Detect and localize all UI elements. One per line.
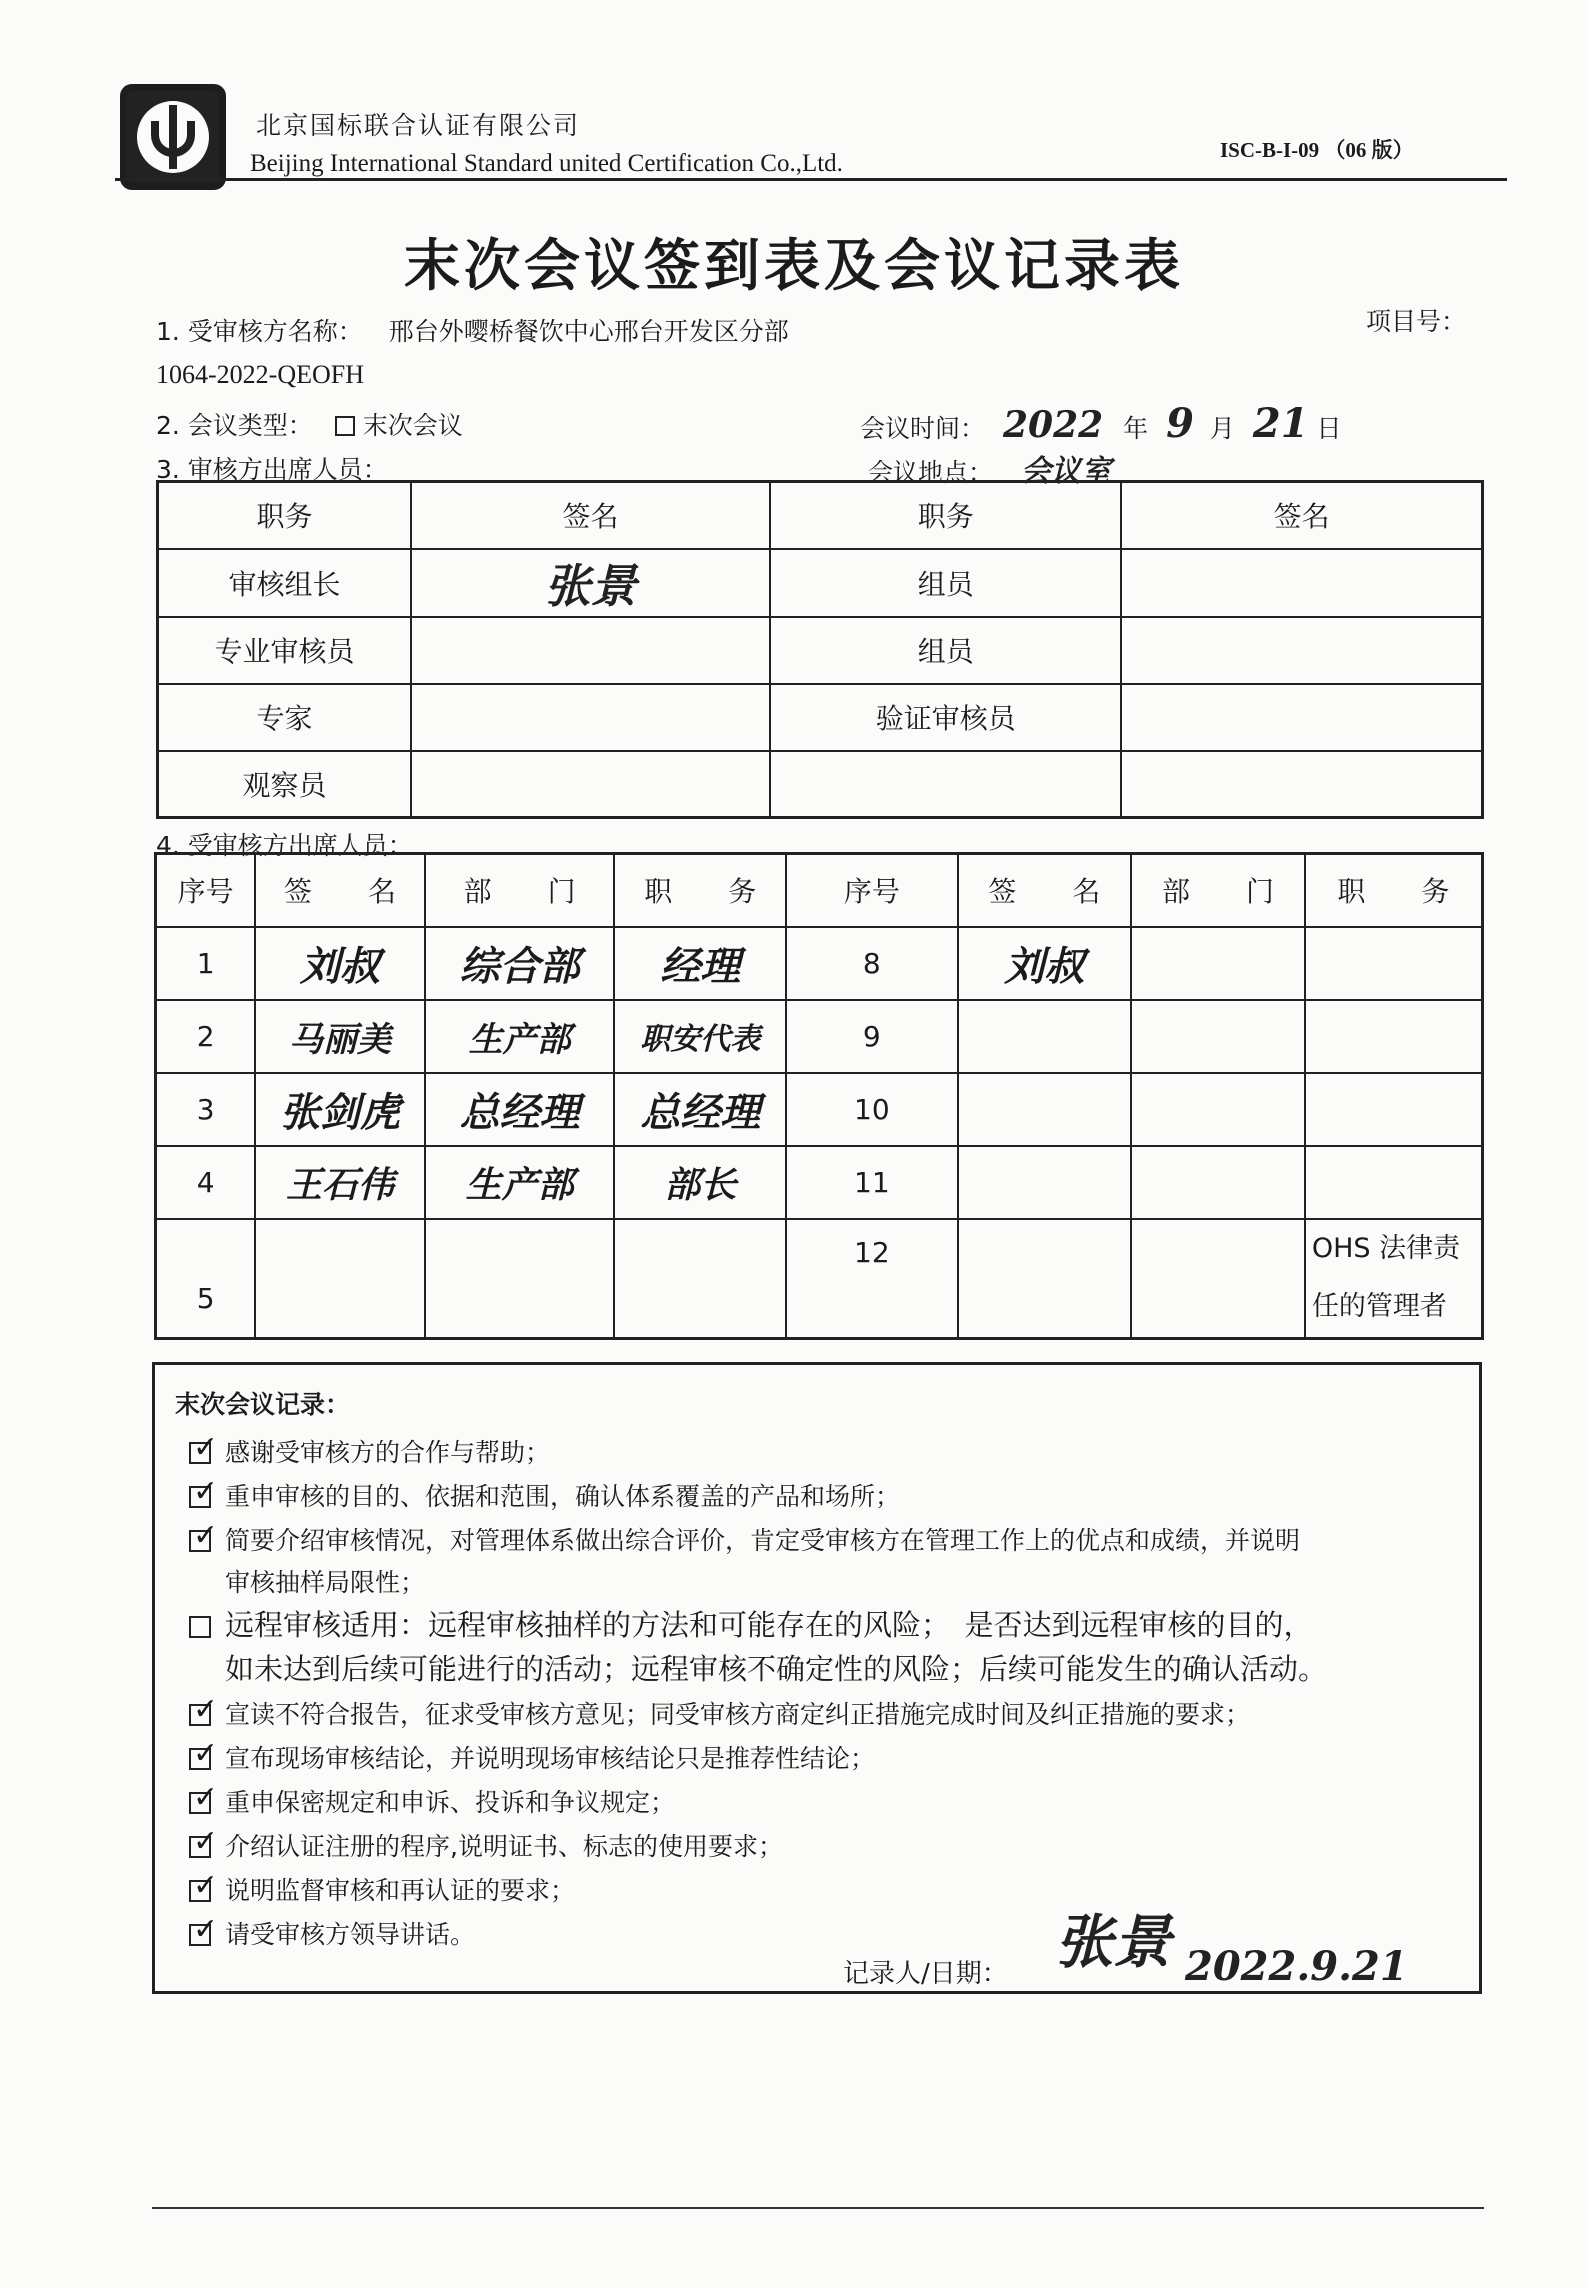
header-no: 序号 xyxy=(786,854,957,927)
header-position: 职 务 xyxy=(614,854,786,927)
auditor-attendance-table xyxy=(156,480,1484,819)
signature-cell[interactable] xyxy=(958,1219,1132,1339)
signature-cell[interactable] xyxy=(1121,549,1482,617)
header-role: 职务 xyxy=(158,482,411,549)
project-label: 项目号： xyxy=(1366,307,1467,336)
meeting-day: 21 xyxy=(1252,400,1309,447)
header-position: 职 务 xyxy=(1305,854,1483,927)
position-cell[interactable] xyxy=(1305,1073,1483,1146)
position-cell[interactable]: OHS 法律责任的管理者 xyxy=(1305,1219,1483,1339)
table-row xyxy=(156,927,1483,1000)
row-number: 10 xyxy=(786,1073,957,1146)
signature-cell[interactable]: 张剑虎 xyxy=(255,1073,425,1146)
signature-cell[interactable] xyxy=(1121,617,1482,684)
check-box[interactable] xyxy=(189,1924,211,1946)
signature-cell[interactable] xyxy=(1121,684,1482,751)
meeting-type-line xyxy=(156,406,463,442)
department-cell[interactable]: 综合部 xyxy=(425,927,615,1000)
row-number: 12 xyxy=(786,1219,957,1339)
check-box[interactable] xyxy=(189,1486,211,1508)
auditee-attendees-label: 4. 受审核方出席人员： xyxy=(156,831,413,860)
position-cell[interactable]: 总经理 xyxy=(614,1073,786,1146)
recorder-signature: 张景 xyxy=(1055,1908,1172,1976)
signature-cell[interactable]: 马丽美 xyxy=(255,1000,425,1073)
record-item-text: 介绍认证注册的程序,说明证书、标志的使用要求； xyxy=(225,1832,783,1861)
day-unit: 日 xyxy=(1316,414,1342,443)
department-cell[interactable]: 总经理 xyxy=(425,1073,615,1146)
record-item-text: 宣布现场审核结论，并说明现场审核结论只是推荐性结论； xyxy=(225,1744,876,1773)
auditee-name: 邢台外嘤桥餐饮中心邢台开发区分部 xyxy=(388,317,789,346)
role-cell: 专业审核员 xyxy=(158,617,411,684)
signature-cell[interactable]: 王石伟 xyxy=(255,1146,425,1219)
meeting-place-label: 会议地点： xyxy=(868,458,994,487)
record-item-text: 简要介绍审核情况，对管理体系做出综合评价，肯定受审核方在管理工作上的优点和成绩，并说明 xyxy=(225,1526,1301,1555)
page-title: 末次会议签到表及会议记录表 xyxy=(404,234,1184,299)
meeting-time-label: 会议时间： xyxy=(860,414,986,443)
record-item xyxy=(189,1915,475,1951)
row-number: 5 xyxy=(156,1219,256,1339)
department-cell[interactable]: 生产部 xyxy=(425,1000,615,1073)
table-row xyxy=(156,1219,1483,1339)
signature-cell[interactable]: 刘叔 xyxy=(255,927,425,1000)
table-row xyxy=(158,617,1483,684)
record-item-text: 请受审核方领导讲话。 xyxy=(225,1920,476,1949)
recorder-date: 2022.9.21 xyxy=(1185,1943,1408,1990)
signature-cell[interactable] xyxy=(411,684,770,751)
check-box[interactable] xyxy=(189,1880,211,1902)
auditee-attendance-table xyxy=(154,852,1484,1340)
table-row xyxy=(156,1146,1483,1219)
role-cell: 专家 xyxy=(158,684,411,751)
meeting-month: 9 xyxy=(1166,400,1194,447)
table-row xyxy=(158,751,1483,818)
header-signature: 签 名 xyxy=(958,854,1132,927)
record-item-continuation: 如未达到后续可能进行的活动；远程审核不确定性的风险；后续可能发生的确认活动。 xyxy=(225,1652,1328,1686)
meeting-time-line xyxy=(860,400,1342,447)
row-number: 1 xyxy=(156,927,256,1000)
company-name-cn: 北京国标联合认证有限公司 xyxy=(256,111,581,140)
form-code: ISC-B-I-09 （06 版） xyxy=(1220,138,1414,162)
role-cell: 验证审核员 xyxy=(770,684,1121,751)
year-unit: 年 xyxy=(1123,414,1149,443)
signature-cell[interactable]: 刘叔 xyxy=(958,927,1132,1000)
position-cell[interactable] xyxy=(1305,1000,1483,1073)
position-cell[interactable] xyxy=(1305,1146,1483,1219)
record-item-text: 重申审核的目的、依据和范围，确认体系覆盖的产品和场所； xyxy=(225,1482,901,1511)
signature-cell[interactable] xyxy=(255,1219,425,1339)
meeting-type-value: 末次会议 xyxy=(362,411,463,440)
header-divider xyxy=(115,178,1507,181)
auditee-line xyxy=(156,312,789,348)
position-cell[interactable]: 职安代表 xyxy=(614,1000,786,1073)
check-box[interactable] xyxy=(189,1704,211,1726)
position-cell[interactable] xyxy=(614,1219,786,1339)
record-item xyxy=(189,1871,575,1907)
record-title: 末次会议记录： xyxy=(175,1390,351,1419)
record-item-continuation: 审核抽样局限性； xyxy=(225,1568,426,1597)
check-box[interactable] xyxy=(189,1616,211,1638)
record-item xyxy=(189,1783,675,1819)
row-number: 9 xyxy=(786,1000,957,1073)
header-signature: 签名 xyxy=(1121,482,1482,549)
table-header-row xyxy=(158,482,1483,549)
role-cell: 审核组长 xyxy=(158,549,411,617)
record-item-text: 说明监督审核和再认证的要求； xyxy=(225,1876,576,1905)
role-cell xyxy=(770,751,1121,818)
row-number: 4 xyxy=(156,1146,256,1219)
signature-cell[interactable]: 张景 xyxy=(411,549,770,617)
role-cell: 组员 xyxy=(770,617,1121,684)
record-item xyxy=(189,1739,875,1775)
position-cell[interactable] xyxy=(1305,927,1483,1000)
signature-cell[interactable] xyxy=(1121,751,1482,818)
meeting-year: 2022 xyxy=(1002,404,1104,446)
department-cell[interactable] xyxy=(425,1219,615,1339)
table-row xyxy=(158,684,1483,751)
header-no: 序号 xyxy=(156,854,256,927)
project-number: 1064-2022-QEOFH xyxy=(156,360,364,389)
position-cell[interactable]: 经理 xyxy=(614,927,786,1000)
department-cell[interactable]: 生产部 xyxy=(425,1146,615,1219)
record-item-text: 感谢受审核方的合作与帮助； xyxy=(225,1438,551,1467)
department-cell[interactable] xyxy=(1131,927,1305,1000)
signature-cell[interactable] xyxy=(958,1073,1132,1146)
table-row xyxy=(156,1073,1483,1146)
signature-cell[interactable] xyxy=(411,751,770,818)
header-signature: 签名 xyxy=(411,482,770,549)
role-cell: 组员 xyxy=(770,549,1121,617)
table-row xyxy=(156,1000,1483,1073)
company-logo xyxy=(120,84,226,190)
record-item xyxy=(189,1521,1300,1557)
record-item xyxy=(189,1695,1250,1731)
auditee-label: 1. 受审核方名称： xyxy=(156,317,363,346)
row-number: 11 xyxy=(786,1146,957,1219)
recorder-label: 记录人/日期： xyxy=(843,1959,1008,1989)
check-box[interactable] xyxy=(189,1530,211,1552)
department-cell[interactable] xyxy=(1131,1000,1305,1073)
meeting-type-checkbox[interactable] xyxy=(335,416,355,436)
company-name-en: Beijing International Standard united Certification Co.,Ltd. xyxy=(250,150,843,177)
check-box[interactable] xyxy=(189,1748,211,1770)
month-unit: 月 xyxy=(1209,414,1235,443)
record-item-text: 远程审核适用：远程审核抽样的方法和可能存在的风险； 是否达到远程审核的目的， xyxy=(225,1608,1313,1642)
check-box[interactable] xyxy=(189,1792,211,1814)
position-cell[interactable]: 部长 xyxy=(614,1146,786,1219)
record-item xyxy=(189,1827,783,1863)
row-number: 3 xyxy=(156,1073,256,1146)
department-cell[interactable] xyxy=(1131,1219,1305,1339)
department-cell[interactable] xyxy=(1131,1146,1305,1219)
row-number: 2 xyxy=(156,1000,256,1073)
signature-cell[interactable] xyxy=(958,1000,1132,1073)
signature-cell[interactable] xyxy=(958,1146,1132,1219)
table-row xyxy=(158,549,1483,617)
header-signature: 签 名 xyxy=(255,854,425,927)
meeting-place: 会议室 xyxy=(1020,454,1111,489)
record-item-text: 重申保密规定和申诉、投诉和争议规定； xyxy=(225,1788,676,1817)
signature-cell[interactable] xyxy=(411,617,770,684)
meeting-type-label: 2. 会议类型： xyxy=(156,411,313,440)
department-cell[interactable] xyxy=(1131,1073,1305,1146)
record-item xyxy=(189,1433,550,1469)
row-number: 8 xyxy=(786,927,957,1000)
header-department: 部 门 xyxy=(425,854,615,927)
auditor-attendees-label: 3. 审核方出席人员： xyxy=(156,455,388,484)
record-item xyxy=(189,1603,1313,1644)
header-role: 职务 xyxy=(770,482,1121,549)
bottom-divider xyxy=(152,2207,1484,2209)
record-item xyxy=(189,1477,900,1513)
header-department: 部 门 xyxy=(1131,854,1305,927)
table-header-row xyxy=(156,854,1483,927)
role-cell: 观察员 xyxy=(158,751,411,818)
check-box[interactable] xyxy=(189,1442,211,1464)
meeting-record-box xyxy=(152,1362,1482,1994)
record-item-text: 宣读不符合报告，征求受审核方意见；同受审核方商定纠正措施完成时间及纠正措施的要求； xyxy=(225,1700,1251,1729)
check-box[interactable] xyxy=(189,1836,211,1858)
